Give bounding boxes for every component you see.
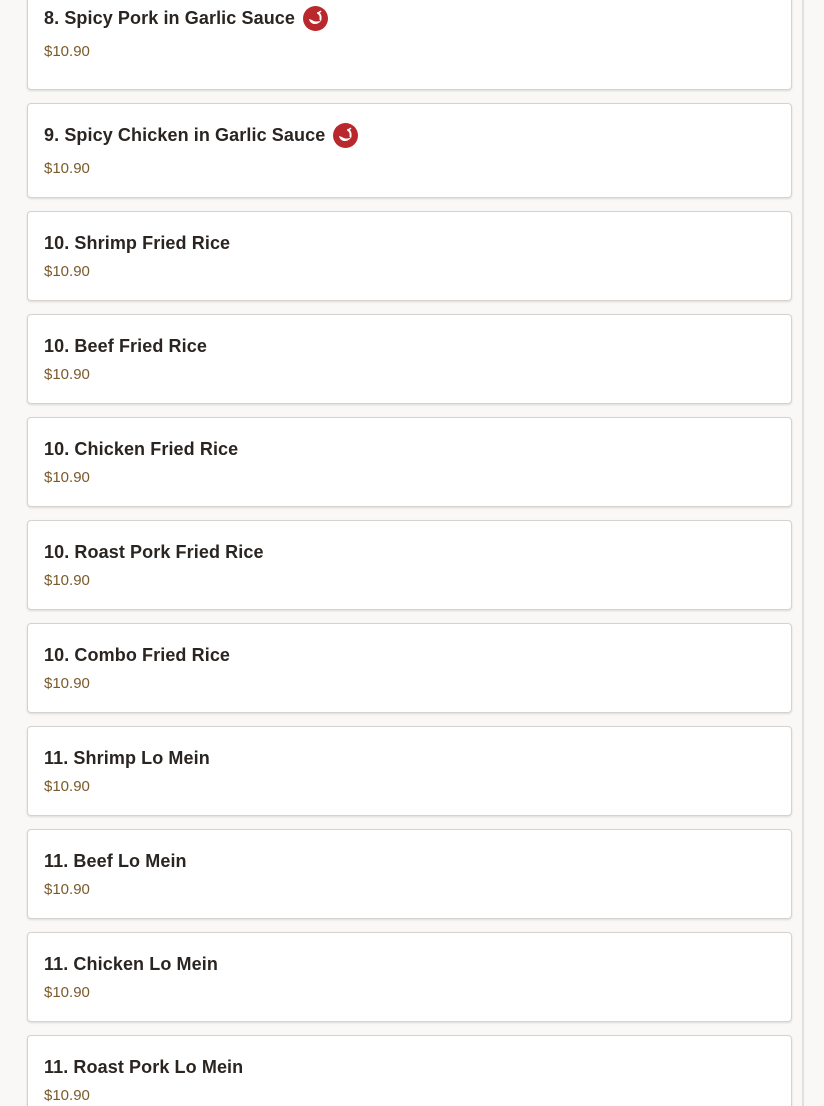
menu-item-title-row — [44, 121, 775, 149]
menu-item-price: $10.90 — [44, 572, 90, 589]
menu-item-card[interactable] — [27, 829, 792, 919]
menu-item-title-row — [44, 1053, 775, 1081]
menu-item-title-row — [44, 332, 775, 360]
menu-item-name: 10. Shrimp Fried Rice — [44, 232, 231, 253]
menu-item-name: 11. Chicken Lo Mein — [44, 953, 218, 974]
menu-item-name: 11. Roast Pork Lo Mein — [44, 1056, 244, 1077]
chili-pepper-icon — [303, 6, 328, 31]
menu-item-price: $10.90 — [44, 366, 90, 383]
menu-item-price: $10.90 — [44, 778, 90, 795]
menu-item-title-row — [44, 229, 775, 257]
menu-item-card[interactable] — [27, 211, 792, 301]
menu-item-card[interactable] — [27, 520, 792, 610]
menu-item-title-row — [44, 641, 775, 669]
menu-item-title-row — [44, 4, 775, 32]
menu-item-card[interactable] — [27, 1035, 792, 1106]
menu-item-price: $10.90 — [44, 1087, 90, 1104]
menu-item-card[interactable] — [27, 417, 792, 507]
content-divider — [802, 0, 804, 1106]
menu-item-title-row — [44, 538, 775, 566]
menu-item-price: $10.90 — [44, 43, 90, 60]
menu-item-name: 11. Shrimp Lo Mein — [44, 747, 210, 768]
menu-item-title-row — [44, 435, 775, 463]
menu-item-card[interactable] — [27, 726, 792, 816]
menu-item-price: $10.90 — [44, 984, 90, 1001]
menu-item-name: 10. Roast Pork Fried Rice — [44, 541, 264, 562]
menu-item-name: 8. Spicy Pork in Garlic Sauce — [44, 7, 296, 28]
menu-item-title-row — [44, 950, 775, 978]
menu-item-card[interactable] — [27, 103, 792, 198]
menu-item-price: $10.90 — [44, 469, 90, 486]
menu-item-price: $10.90 — [44, 881, 90, 898]
menu-item-price: $10.90 — [44, 263, 90, 280]
menu-item-card[interactable] — [27, 314, 792, 404]
menu-item-title-row — [44, 744, 775, 772]
menu-item-name: 11. Beef Lo Mein — [44, 850, 187, 871]
menu-item-title-row — [44, 847, 775, 875]
menu-item-name: 10. Beef Fried Rice — [44, 335, 207, 356]
menu-item-card[interactable] — [27, 932, 792, 1022]
menu-item-name: 10. Combo Fried Rice — [44, 644, 231, 665]
menu-item-card[interactable] — [27, 0, 792, 90]
menu-item-price: $10.90 — [44, 675, 90, 692]
menu-item-name: 9. Spicy Chicken in Garlic Sauce — [44, 124, 326, 145]
menu-item-name: 10. Chicken Fried Rice — [44, 438, 239, 459]
menu-item-list — [27, 0, 792, 1106]
menu-item-price: $10.90 — [44, 160, 90, 177]
menu-item-card[interactable] — [27, 623, 792, 713]
chili-pepper-icon — [333, 123, 358, 148]
